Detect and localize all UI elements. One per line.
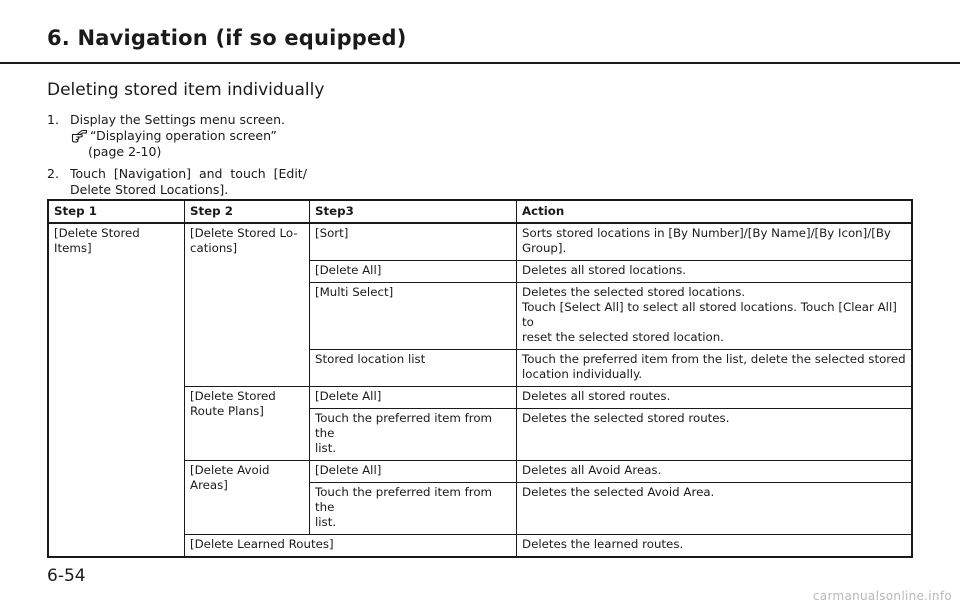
step2-cell: [Delete Avoid Areas] [185,461,310,535]
step3-cell: [Multi Select] [310,283,517,350]
action-cell: Deletes all stored routes. [517,387,913,409]
step-1 [47,112,307,160]
watermark[interactable]: carmanualsonline.info [812,589,952,603]
action-cell: Deletes the learned routes. [517,535,913,558]
action-cell: Deletes all stored locations. [517,261,913,283]
table-row [48,223,912,261]
action-cell: Deletes the selected stored locations. Touch [Select All] to select all stored locations. Touch [Clear All] to reset the selected stored location. [517,283,913,350]
step2-cell: [Delete Stored Route Plans] [185,387,310,461]
step2-cell: [Delete Learned Routes] [185,535,517,558]
column-header-step1: Step 1 [48,200,185,223]
table-header-row [48,200,912,223]
step-text-continued: Delete Stored Locations]. [70,182,229,197]
reference-pointer-icon [71,129,88,143]
column-header-action: Action [517,200,913,223]
header-divider [0,62,960,64]
action-cell: Sorts stored locations in [By Number]/[By Name]/[By Icon]/[By Group]. [517,223,913,261]
section-heading: Deleting stored item individually [47,80,325,100]
reference-title: “Displaying operation screen” [90,128,277,143]
step3-cell: Touch the preferred item from the list. [310,409,517,461]
step-text: Touch [Navigation] and touch [Edit/ [70,166,307,181]
step-2 [47,166,307,198]
step-text: Display the Settings menu screen. [70,112,285,127]
delete-items-table [47,199,913,558]
instruction-steps [47,112,307,204]
column-header-step2: Step 2 [185,200,310,223]
reference-page: (page 2-10) [88,144,162,159]
step-number: 2. [47,166,59,181]
action-cell: Deletes the selected stored routes. [517,409,913,461]
column-header-step3: Step3 [310,200,517,223]
step3-cell: Touch the preferred item from the list. [310,483,517,535]
cross-reference[interactable] [71,128,307,144]
step3-cell: [Delete All] [310,461,517,483]
step2-cell: [Delete Stored Lo- cations] [185,223,310,387]
chapter-title: 6. Navigation (if so equipped) [47,26,407,50]
step3-cell: Stored location list [310,350,517,387]
step1-cell: [Delete Stored Items] [48,223,185,557]
page-number: 6-54 [47,566,86,586]
step3-cell: [Delete All] [310,387,517,409]
step3-cell: [Delete All] [310,261,517,283]
action-cell: Deletes all Avoid Areas. [517,461,913,483]
step-number: 1. [47,112,59,127]
step3-cell: [Sort] [310,223,517,261]
action-cell: Deletes the selected Avoid Area. [517,483,913,535]
action-cell: Touch the preferred item from the list, delete the selected stored location individually. [517,350,913,387]
